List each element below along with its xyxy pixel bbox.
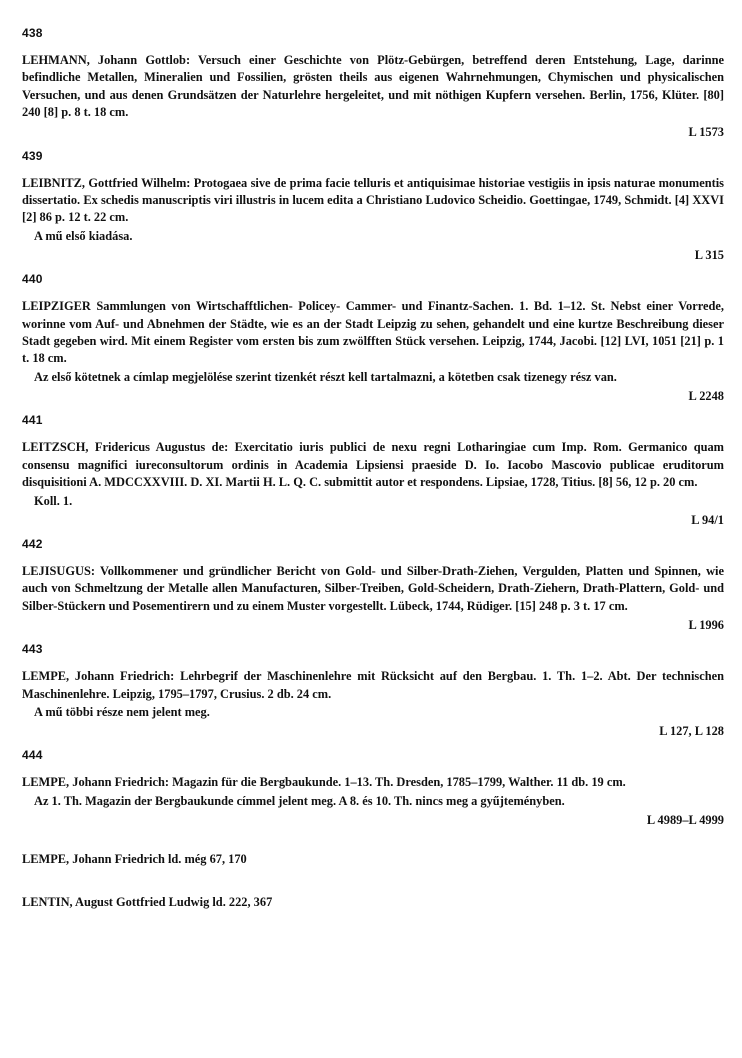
shelfmark: L 2248 xyxy=(688,389,724,404)
entry-description: LEITZSCH, Fridericus Augustus de: Exercitatio iuris publici de nexu regni Lotharingiae cum Imp. Rom. Germanico quam consensu magnifici iureconsultorum ordinis in Academia Lipsiensi praeside D. Io. Iacobo Mascovio publicae eruditorum disquisitioni A. MDCCXXVIII. D. XI. Martii H. L. Q. C. submittit autor et respondens. Lipsiae, 1728, Titius. [8] 56, 12 p. 20 cm. xyxy=(22,440,724,490)
catalog-entry-444 xyxy=(22,748,724,829)
entry-description: LEIBNITZ, Gottfried Wilhelm: Protogaea sive de prima facie telluris et antiquisimae historiae vestigiis in ipsis naturae monumentis dissertatio. Ex schedis manuscriptis viri illustris in lucem edita a Christiano Ludovico Scheidio. Goettingae, 1749, Schmidt. [4] XXVI [2] 86 p. 12 t. 22 cm. xyxy=(22,175,724,225)
entry-description: LEJISUGUS: Vollkommener und gründlicher Bericht von Gold- und Silber-Drath-Ziehen, Vergulden, Platten und Spinnen, wie auch von Schmeltzung der Metalle allen Manufacturen, Silber-Treiben, Gold-Scheidern, Drath-Ziehern, Drath-Plattern, Gold- und Silber-Stückern und Posementirern und zu einem Muster vorgestellt. Lübeck, 1744, Rüdiger. [15] 248 p. 3 t. 17 cm. xyxy=(22,563,724,613)
shelfmark: L 127, L 128 xyxy=(659,724,724,739)
cross-reference: LENTIN, August Gottfried Ludwig ld. 222, 367 xyxy=(22,895,273,910)
entry-note: Az első kötetnek a címlap megjelölése szerint tizenkét részt kell tartalmazni, a kötetben csak tizenegy rész van. xyxy=(34,369,617,384)
entry-note: Az 1. Th. Magazin der Bergbaukunde címmel jelent meg. A 8. és 10. Th. nincs meg a gyűjteményben. xyxy=(34,793,565,808)
entry-note: Koll. 1. xyxy=(34,493,73,508)
shelfmark: L 94/1 xyxy=(691,512,724,527)
entry-description: LEMPE, Johann Friedrich: Magazin für die Bergbaukunde. 1–13. Th. Dresden, 1785–1799, Walther. 11 db. 19 cm. xyxy=(22,775,626,790)
catalog-page xyxy=(22,26,724,911)
entry-number: 443 xyxy=(22,642,43,657)
shelfmark: L 315 xyxy=(694,248,724,263)
entry-note: A mű első kiadása. xyxy=(34,228,133,243)
catalog-entry-438 xyxy=(22,26,724,141)
catalog-entry-439 xyxy=(22,149,724,265)
entry-number: 439 xyxy=(22,148,43,163)
entry-number: 444 xyxy=(22,748,43,763)
entry-number: 441 xyxy=(22,413,43,428)
entry-note: A mű többi része nem jelent meg. xyxy=(34,704,210,719)
entry-number: 438 xyxy=(22,26,43,40)
shelfmark: L 1573 xyxy=(688,124,724,139)
shelfmark: L 1996 xyxy=(688,618,724,633)
shelfmark: L 4989–L 4999 xyxy=(646,813,724,828)
entry-description: LEMPE, Johann Friedrich: Lehrbegrif der Maschinenlehre mit Rücksicht auf den Bergbau. 1. Th. 1–2. Abt. Der technischen Maschinenlehre. Leipzig, 1795–1797, Crusius. 2 db. 24 cm. xyxy=(22,669,724,701)
entry-description: LEHMANN, Johann Gottlob: Versuch einer Geschichte von Plötz-Gebürgen, betreffend deren Entstehung, Lage, darinne befindliche Metallen, Mineralien und Fossilien, grösten theils aus eigenen Wahrnehmungen, Chymischen und physicalischen Versuchen, und aus denen Grundsätzen der Naturlehre hergeleitet, und mit nöthigen Kupfern versehen. Berlin, 1756, Klüter. [80] 240 [8] p. 8 t. 18 cm. xyxy=(22,53,724,120)
entry-number: 440 xyxy=(22,272,43,287)
catalog-entry-442 xyxy=(22,537,724,634)
catalog-entry-440 xyxy=(22,272,724,405)
catalog-entry-441 xyxy=(22,413,724,529)
cross-reference: LEMPE, Johann Friedrich ld. még 67, 170 xyxy=(22,852,247,867)
catalog-entry-443 xyxy=(22,642,724,740)
entry-number: 442 xyxy=(22,536,43,551)
entry-description: LEIPZIGER Sammlungen von Wirtschafftlichen- Policey- Cammer- und Finantz-Sachen. 1. Bd. 1–12. St. Nebst einer Vorrede, worinne vom Auf- und Abnehmen der Städte, wie es an der Stadt Leipzig zu sehen, gehandelt und eine kurtze Beschreibung dieser Stadt gegeben wird. Mit einem Register vom ersten bis zum zwölfften Stück versehen. Leipzig, 1744, Jacobi. [12] LVI, 1051 [21] p. 1 t. 18 cm. xyxy=(22,299,724,366)
